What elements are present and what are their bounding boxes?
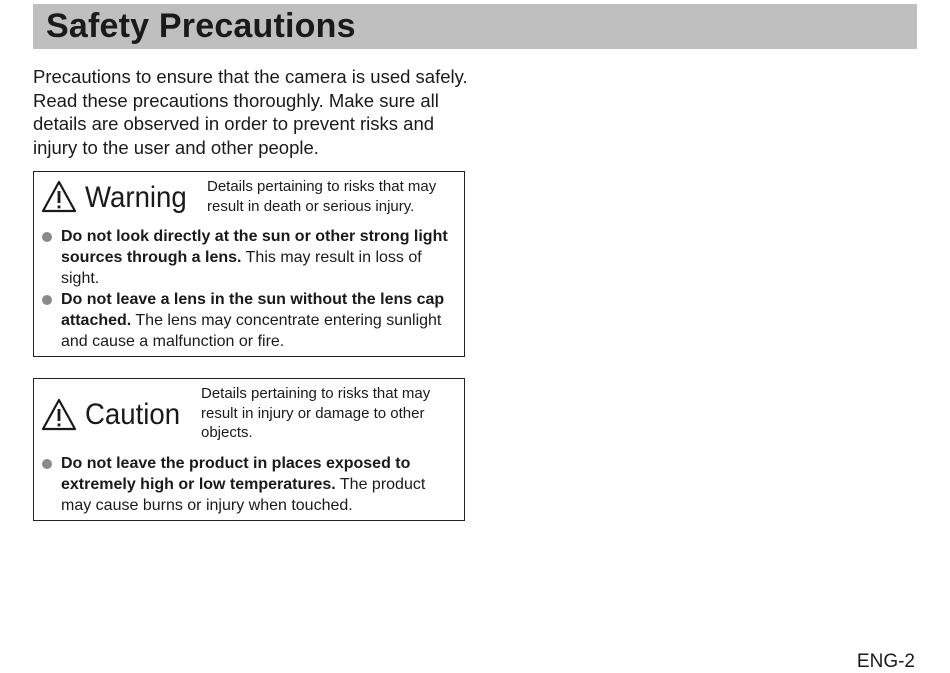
intro-paragraph: Precautions to ensure that the camera is used safely. Read these precautions thoroughly. Make sure all details are observed in order to prevent risks and injury to the user and other people. (33, 66, 468, 158)
warning-triangle-icon (41, 398, 77, 432)
caution-item-text: The product may cause burns or injury when touched. (61, 476, 426, 514)
warning-item (34, 226, 464, 289)
warning-header (34, 172, 464, 224)
page-title: Safety Precautions (46, 7, 356, 45)
warning-box (33, 171, 465, 357)
caution-description: Details pertaining to risks that may result in injury or damage to other objects. (201, 385, 431, 441)
bullet-icon (42, 232, 52, 242)
warning-item-bold: Do not leave a lens in the sun without the lens cap attached. (61, 291, 445, 329)
caution-item-bold: Do not leave the product in places exposed to extremely high or low temperatures. (61, 455, 411, 493)
warning-item-bold: Do not look directly at the sun or other strong light sources through a lens. (61, 228, 448, 266)
warning-triangle-icon (41, 180, 77, 214)
page-number: ENG-2 (856, 651, 915, 672)
caution-header (34, 379, 464, 441)
bullet-icon (42, 459, 52, 469)
bullet-icon (42, 295, 52, 305)
warning-item-text: This may result in loss of sight. (61, 249, 422, 287)
warning-item (34, 289, 464, 352)
warning-title: Warning (85, 181, 187, 214)
caution-item (34, 453, 464, 516)
warning-description: Details pertaining to risks that may result in death or serious injury. (207, 178, 437, 215)
warning-item-text: The lens may concentrate entering sunlight and cause a malfunction or fire. (61, 312, 442, 350)
warning-items (34, 226, 464, 352)
caution-box (33, 378, 465, 521)
title-bar (33, 4, 917, 49)
caution-title: Caution (85, 398, 181, 431)
caution-items (34, 453, 464, 516)
